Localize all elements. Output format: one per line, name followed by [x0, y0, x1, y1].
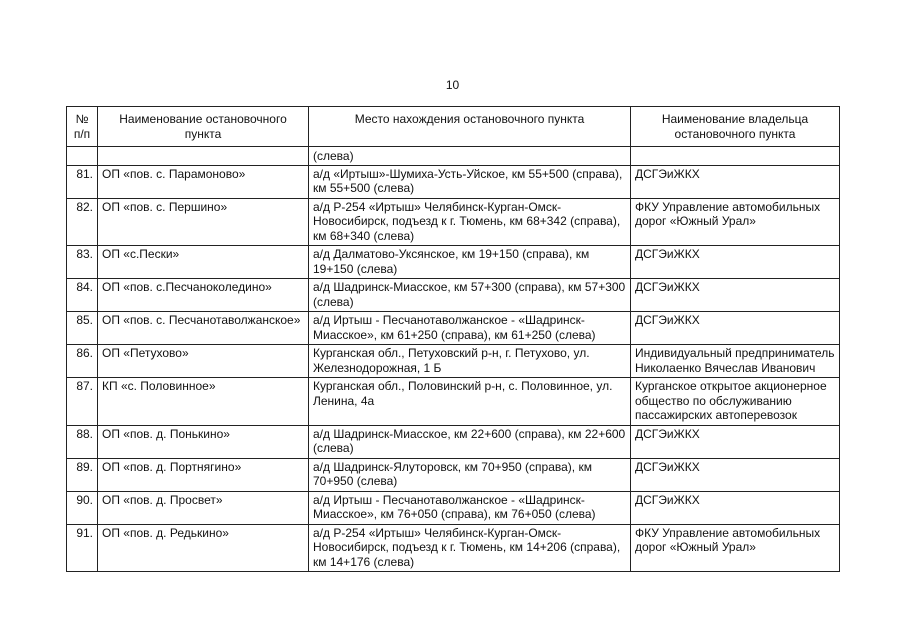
- cell-location: Курганская обл., Половинский р-н, с. Половинное, ул. Ленина, 4а: [309, 378, 631, 426]
- cell-location: а/д Шадринск-Ялуторовск, км 70+950 (справа), км 70+950 (слева): [309, 458, 631, 491]
- cell-location: а/д Шадринск-Миасское, км 22+600 (справа), км 22+600 (слева): [309, 425, 631, 458]
- cell-stop-name: ОП «пов. д. Просвет»: [98, 491, 309, 524]
- table-row: [67, 279, 840, 312]
- table-row: [67, 312, 840, 345]
- cell-location: а/д Далматово-Уксянское, км 19+150 (справа), км 19+150 (слева): [309, 246, 631, 279]
- header-location: Место нахождения остановочного пункта: [309, 107, 631, 147]
- cell-location: Курганская обл., Петуховский р-н, г. Петухово, ул. Железнодорожная, 1 Б: [309, 345, 631, 378]
- cell-num: 82.: [67, 198, 98, 246]
- cell-stop-name: КП «с. Половинное»: [98, 378, 309, 426]
- cell-num: 91.: [67, 524, 98, 572]
- cell-num: 87.: [67, 378, 98, 426]
- cell-owner: ДСГЭиЖКХ: [631, 279, 840, 312]
- bus-stops-table: [66, 106, 840, 572]
- table-row: [67, 425, 840, 458]
- table-row: [67, 165, 840, 198]
- cell-location: а/д Иртыш - Песчанотаволжанское - «Шадринск-Миасское», км 61+250 (справа), км 61+250 (слева): [309, 312, 631, 345]
- cell-owner: Курганское открытое акционерное общество по обслуживанию пассажирских автоперевозок: [631, 378, 840, 426]
- cell-stop-name: ОП «пов. с. Парамоново»: [98, 165, 309, 198]
- cell-num: 85.: [67, 312, 98, 345]
- cell-stop-name: ОП «пов. с.Песчаноколедино»: [98, 279, 309, 312]
- header-num: № п/п: [67, 107, 98, 147]
- cell-location: а/д Р-254 «Иртыш» Челябинск-Курган-Омск-Новосибирск, подъезд к г. Тюмень, км 68+342 (справа), км 68+340 (слева): [309, 198, 631, 246]
- cell-num: 83.: [67, 246, 98, 279]
- table-row: [67, 524, 840, 572]
- table-header-row: [67, 107, 840, 147]
- cell-owner: ДСГЭиЖКХ: [631, 425, 840, 458]
- cell-owner: [631, 147, 840, 166]
- cell-owner: ФКУ Управление автомобильных дорог «Южный Урал»: [631, 198, 840, 246]
- cell-owner: Индивидуальный предприниматель Николаенко Вячеслав Иванович: [631, 345, 840, 378]
- cell-location: а/д Шадринск-Миасское, км 57+300 (справа), км 57+300 (слева): [309, 279, 631, 312]
- cell-num: 89.: [67, 458, 98, 491]
- cell-num: 90.: [67, 491, 98, 524]
- table-body: [67, 147, 840, 572]
- cell-stop-name: ОП «пов. с. Песчанотаволжанское»: [98, 312, 309, 345]
- table-row: [67, 458, 840, 491]
- table-row: [67, 378, 840, 426]
- cell-num: 84.: [67, 279, 98, 312]
- cell-stop-name: [98, 147, 309, 166]
- cell-location: а/д Иртыш - Песчанотаволжанское - «Шадринск-Миасское», км 76+050 (справа), км 76+050 (слева): [309, 491, 631, 524]
- cell-num: 86.: [67, 345, 98, 378]
- cell-num: 81.: [67, 165, 98, 198]
- page-number: 10: [445, 78, 460, 92]
- cell-owner: ФКУ Управление автомобильных дорог «Южный Урал»: [631, 524, 840, 572]
- header-stop-name: Наименование остановочного пункта: [98, 107, 309, 147]
- table-row-continuation: [67, 147, 840, 166]
- cell-owner: ДСГЭиЖКХ: [631, 246, 840, 279]
- table-row: [67, 198, 840, 246]
- cell-owner: ДСГЭиЖКХ: [631, 491, 840, 524]
- cell-num: 88.: [67, 425, 98, 458]
- cell-location: а/д «Иртыш»-Шумиха-Усть-Уйское, км 55+500 (справа), км 55+500 (слева): [309, 165, 631, 198]
- cell-stop-name: ОП «пов. д. Понькино»: [98, 425, 309, 458]
- cell-num: [67, 147, 98, 166]
- cell-owner: ДСГЭиЖКХ: [631, 165, 840, 198]
- cell-owner: ДСГЭиЖКХ: [631, 458, 840, 491]
- cell-stop-name: ОП «с.Пески»: [98, 246, 309, 279]
- cell-location: (слева): [309, 147, 631, 166]
- cell-stop-name: ОП «пов. с. Першино»: [98, 198, 309, 246]
- cell-stop-name: ОП «пов. д. Портнягино»: [98, 458, 309, 491]
- cell-stop-name: ОП «Петухово»: [98, 345, 309, 378]
- cell-owner: ДСГЭиЖКХ: [631, 312, 840, 345]
- header-owner: Наименование владельца остановочного пункта: [631, 107, 840, 147]
- cell-location: а/д Р-254 «Иртыш» Челябинск-Курган-Омск-Новосибирск, подъезд к г. Тюмень, км 14+206 (справа), км 14+176 (слева): [309, 524, 631, 572]
- cell-stop-name: ОП «пов. д. Редькино»: [98, 524, 309, 572]
- table-row: [67, 345, 840, 378]
- table-row: [67, 491, 840, 524]
- table-row: [67, 246, 840, 279]
